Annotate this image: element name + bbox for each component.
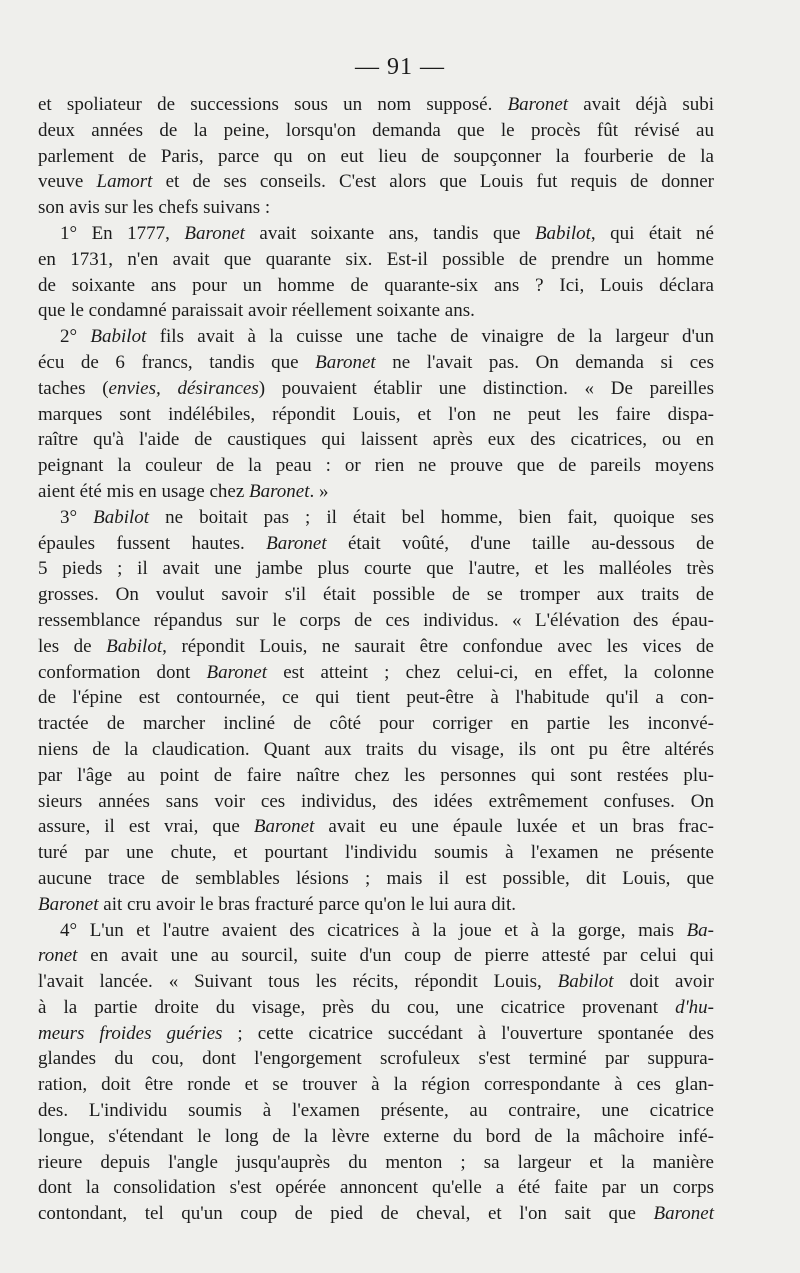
text-line: rieure depuis l'angle jusqu'auprès du menton ; sa largeur et la manière (38, 1151, 714, 1173)
text-line: parlement de Paris, parce qu on eut lieu de soupçonner la fourberie de la (38, 145, 714, 167)
text-line: glandes du cou, dont l'engorgement scrofuleux s'est terminé par suppura- (38, 1048, 714, 1070)
body-text (38, 92, 714, 1227)
text-line: ressemblance répandus sur le corps de ces individus. « L'élévation des épau- (38, 609, 714, 631)
text-line: raître qu'à l'aide de caustiques qui laissent après eux des cicatrices, ou en (38, 429, 714, 451)
text-line: 5 pieds ; il avait une jambe plus courte que l'autre, et les malléoles très (38, 558, 714, 580)
text-line: deux années de la peine, lorsqu'on demanda que le procès fût révisé au (38, 119, 714, 141)
text-line: écu de 6 francs, tandis que Baronet ne l'avait pas. On demanda si ces (38, 351, 714, 373)
text-line: 2° Babilot fils avait à la cuisse une tache de vinaigre de la largeur d'un (60, 326, 714, 348)
text-line: taches (envies, désirances) pouvaient établir une distinction. « De pareilles (38, 377, 715, 399)
text-line: ronet en avait une au sourcil, suite d'un coup de pierre attesté par celui qui (38, 945, 714, 967)
text-line: à la partie droite du visage, près du cou, une cicatrice provenant d'hu- (38, 996, 714, 1018)
text-line: marques sont indélébiles, répondit Louis, et l'on ne peut les faire dispa- (38, 403, 714, 425)
text-line: en 1731, n'en avait que quarante six. Est-il possible de prendre un homme (38, 248, 714, 270)
text-line: épaules fussent hautes. Baronet était voûté, d'une taille au-dessous de (38, 532, 715, 554)
text-line: et spoliateur de successions sous un nom supposé. Baronet avait déjà subi (38, 94, 714, 115)
text-line: son avis sur les chefs suivans : (38, 197, 271, 219)
text-line: veuve Lamort et de ses conseils. C'est alors que Louis fut requis de donner (38, 171, 714, 193)
text-line: meurs froides guéries ; cette cicatrice succédant à l'ouverture spontanée des (38, 1022, 714, 1044)
text-line: dont la consolidation s'est opérée annoncent qu'elle a été faite par un corps (38, 1177, 714, 1199)
text-line: longue, s'étendant le long de la lèvre externe du bord de la mâchoire infé- (38, 1125, 714, 1147)
text-line: aient été mis en usage chez Baronet. » (38, 480, 329, 502)
text-line: ration, doit être ronde et se trouver à la région correspondante à ces glan- (38, 1074, 714, 1096)
text-line: niens de la claudication. Quant aux traits du visage, ils ont pu être altérés (38, 738, 714, 760)
page-number: — 91 — (355, 54, 445, 80)
text-line: de l'épine est contournée, ce qui tient peut-être à l'habitude qu'il a con- (38, 687, 714, 709)
text-line: les de Babilot, répondit Louis, ne saurait être confondue avec les vices de (38, 635, 714, 657)
text-line: de soixante ans pour un homme de quarante-six ans ? Ici, Louis déclara (38, 274, 714, 296)
text-line: turé par une chute, et pourtant l'individu soumis à l'examen ne présente (38, 842, 714, 864)
text-line: Baronet ait cru avoir le bras fracturé parce qu'on le lui aura dit. (38, 893, 517, 915)
text-line: assure, il est vrai, que Baronet avait eu une épaule luxée et un bras frac- (38, 816, 714, 838)
text-line: l'avait lancée. « Suivant tous les récits, répondit Louis, Babilot doit avoir (38, 971, 714, 993)
text-line: sieurs années sans voir ces individus, des idées extrêmement confuses. On (38, 790, 714, 812)
text-line: peignant la couleur de la peau : or rien ne prouve que de pareils moyens (38, 455, 714, 477)
text-line: 3° Babilot ne boitait pas ; il était bel homme, bien fait, quoique ses (60, 506, 714, 528)
text-line: par l'âge au point de faire naître chez les personnes qui sont restées plu- (38, 764, 714, 786)
text-line: des. L'individu soumis à l'examen présente, au contraire, une cicatrice (38, 1100, 714, 1122)
text-line: contondant, tel qu'un coup de pied de cheval, et l'on sait que Baronet (38, 1203, 714, 1225)
text-line: conformation dont Baronet est atteint ; chez celui-ci, en effet, la colonne (38, 661, 715, 683)
text-line: que le condamné paraissait avoir réellement soixante ans. (38, 300, 475, 322)
text-line: tractée de marcher incliné de côté pour corriger en partie les inconvé- (38, 713, 714, 735)
text-line: 1° En 1777, Baronet avait soixante ans, tandis que Babilot, qui était né (60, 222, 714, 244)
text-line: 4° L'un et l'autre avaient des cicatrices à la joue et à la gorge, mais Ba- (60, 919, 714, 941)
text-line: grosses. On voulut savoir s'il était possible de se tromper aux traits de (38, 584, 714, 606)
text-line: aucune trace de semblables lésions ; mais il est possible, dit Louis, que (38, 867, 714, 889)
